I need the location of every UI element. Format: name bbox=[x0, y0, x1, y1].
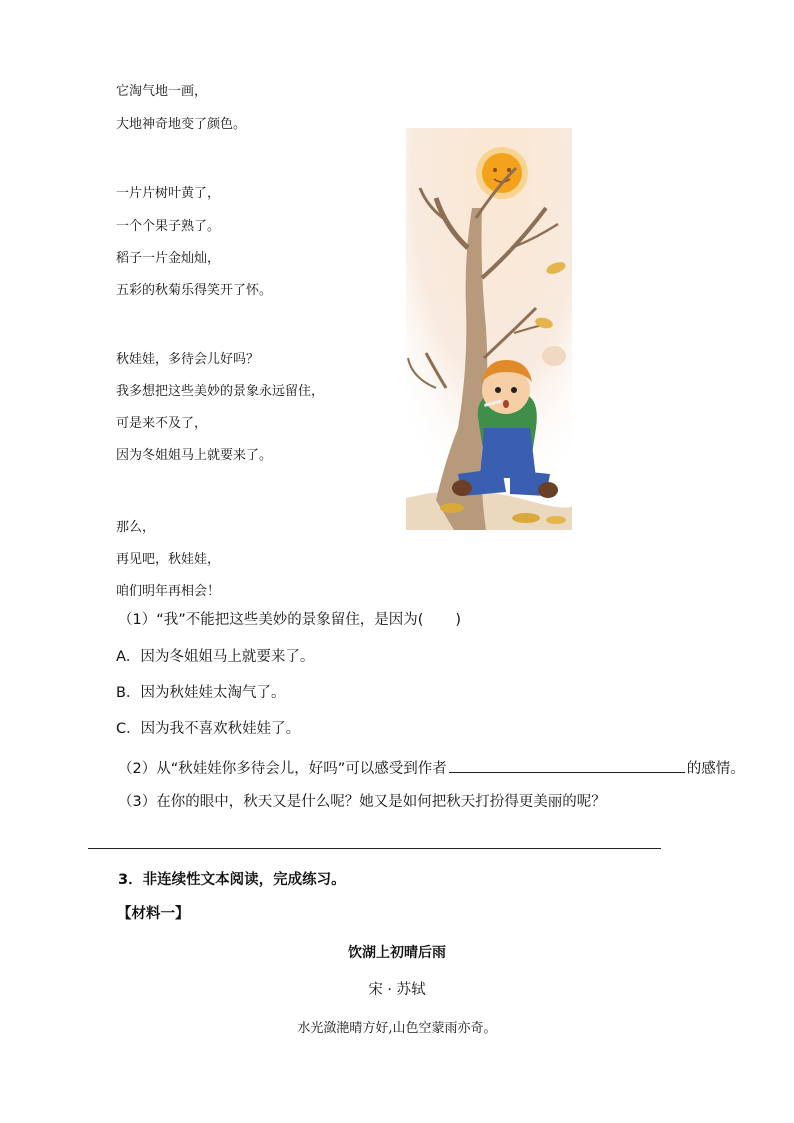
question-1 bbox=[118, 611, 461, 629]
autumn-boy-illustration bbox=[406, 128, 572, 530]
question-2-text: （2）从“秋娃娃你多待会儿，好吗”可以感受到作者 bbox=[118, 761, 447, 777]
question-1-text: （1）“我”不能把这些美妙的景象留住，是因为( bbox=[118, 612, 424, 628]
poem-line: 咱们明年再相会！ bbox=[116, 584, 221, 599]
question-3: （3）在你的眼中，秋天又是什么呢？她又是如何把秋天打扮得更美丽的呢？ bbox=[118, 794, 606, 810]
material-label: 【材料一】 bbox=[117, 906, 190, 922]
poem-line: 再见吧，秋娃娃， bbox=[116, 552, 221, 567]
poem-line: 一个个果子熟了。 bbox=[116, 219, 221, 234]
option-a: A．因为冬姐姐马上就要来了。 bbox=[116, 649, 315, 665]
option-b: B．因为秋娃娃太淘气了。 bbox=[116, 685, 286, 701]
divider bbox=[88, 848, 661, 849]
question-1-close: ) bbox=[455, 612, 462, 628]
poem-line: 大地神奇地变了颜色。 bbox=[116, 117, 247, 132]
section-heading: 3．非连续性文本阅读，完成练习。 bbox=[118, 872, 346, 888]
poem-title: 饮湖上初晴后雨 bbox=[348, 945, 446, 961]
poem-line: 稻子一片金灿灿， bbox=[116, 251, 221, 266]
sun-icon bbox=[476, 147, 528, 199]
answer-blank[interactable] bbox=[449, 758, 685, 773]
question-2-suffix: 的感情。 bbox=[686, 761, 745, 777]
poem-line: 它淘气地一画， bbox=[116, 84, 208, 99]
poem-line: 可是来不及了， bbox=[116, 416, 208, 431]
poem-line: 我多想把这些美妙的景象永远留住， bbox=[116, 384, 325, 399]
question-2 bbox=[118, 758, 745, 778]
poem-line: 一片片树叶黄了， bbox=[116, 186, 221, 201]
poem-author: 宋 · 苏轼 bbox=[368, 982, 426, 998]
option-c: C．因为我不喜欢秋娃娃了。 bbox=[116, 721, 301, 737]
classical-poem-line: 水光潋滟晴方好,山色空蒙雨亦奇。 bbox=[297, 1021, 497, 1036]
poem-line: 五彩的秋菊乐得笑开了怀。 bbox=[116, 283, 273, 298]
poem-line: 那么， bbox=[116, 520, 156, 535]
poem-line: 因为冬姐姐马上就要来了。 bbox=[116, 448, 273, 463]
poem-line: 秋娃娃，多待会儿好吗？ bbox=[116, 352, 260, 367]
